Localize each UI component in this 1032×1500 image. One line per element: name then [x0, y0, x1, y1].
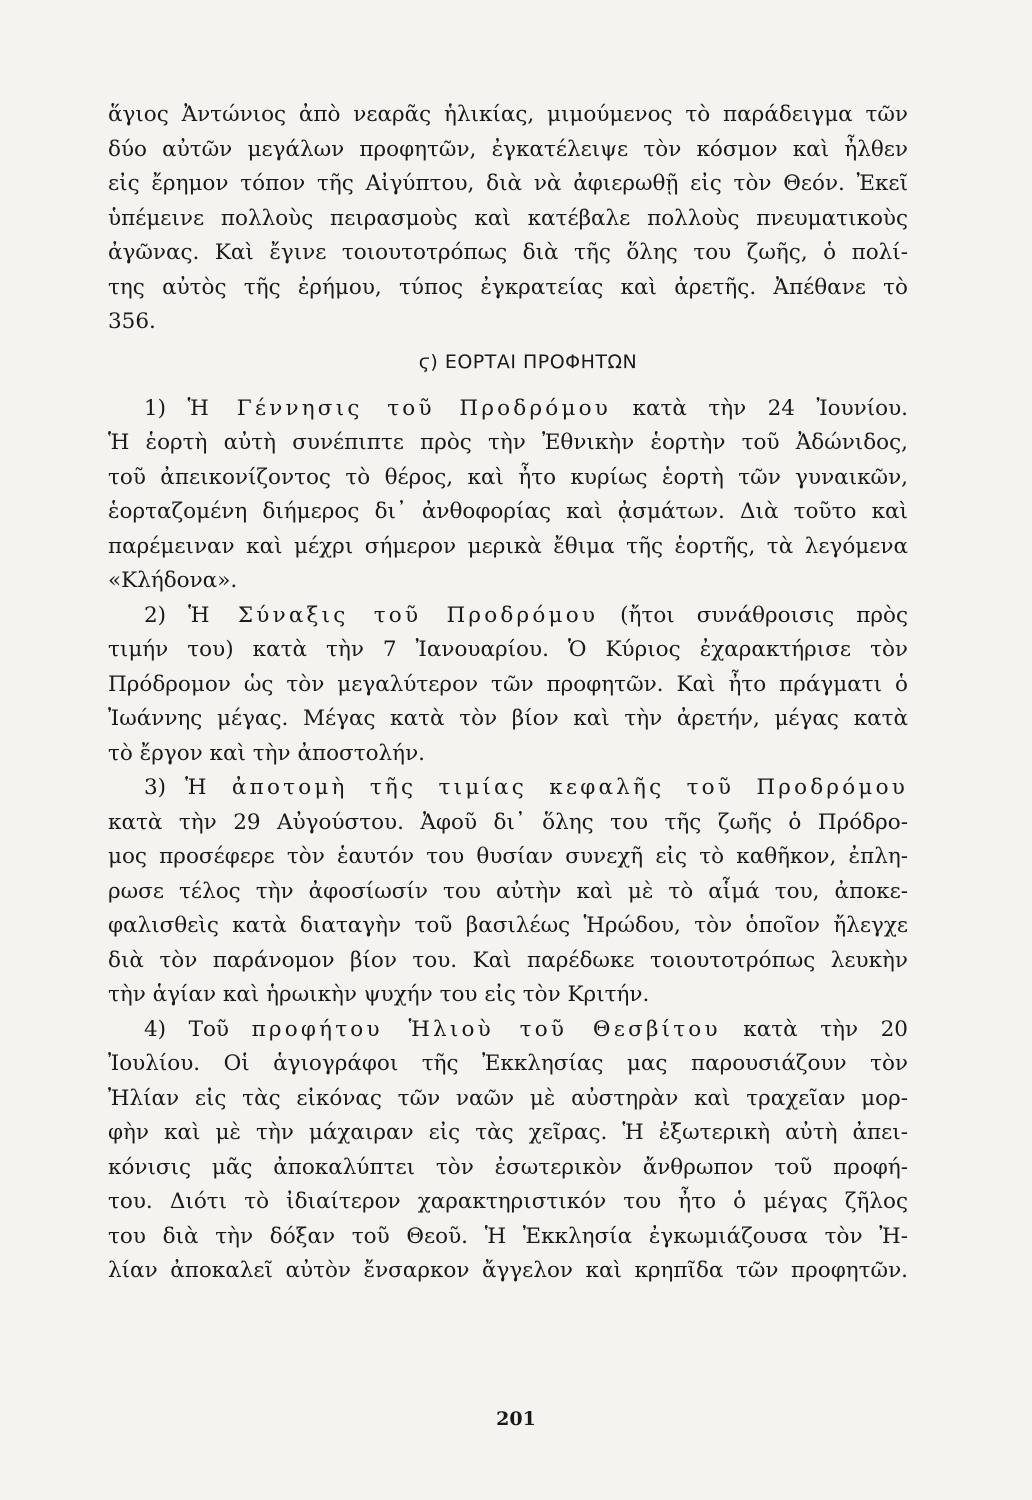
text-line: Ἠλίαν εἰς τὰς εἰκόνας τῶν ναῶν μὲ αὐστηρὰν καὶ τραχεῖαν μορ-: [108, 1085, 908, 1111]
text-line: «Κλήδονα».: [108, 568, 238, 593]
text-line: ἅγιος Ἀντώνιος ἀπὸ νεαρᾶς ἡλικίας, μιμούμενος τὸ παράδειγμα τῶν: [108, 102, 908, 127]
text-line: Ἰωάννης μέγας. Μέγας κατὰ τὸν βίον καὶ τὴν ἀρετήν, μέγας κατὰ: [108, 706, 908, 731]
text-line: παρέμειναν καὶ μέχρι σήμερον μερικὰ ἔθιμα τῆς ἑορτῆς, τὰ λεγόμενα: [108, 533, 908, 559]
item-date: κατὰ τὴν 20: [743, 1016, 908, 1042]
item-1: [108, 392, 908, 599]
text-line: διὰ τὸν παράνομον βίον του. Καὶ παρέδωκε τοιουτοτρόπως λευκὴν: [108, 947, 908, 973]
item-heading-line: [108, 1013, 908, 1048]
text-line: μος προσέφερε τὸν ἑαυτόν του θυσίαν συνεχῆ εἰς τὸ καθῆκον, ἐπλη-: [108, 844, 908, 869]
item-date: (ἤτοι συνάθροισις πρὸς: [620, 602, 908, 628]
text-line: τὴν ἁγίαν καὶ ἡρωικὴν ψυχήν του εἰς τὸν Κριτήν.: [108, 982, 650, 1007]
text-line: της αὐτὸς τῆς ἐρήμου, τύπος ἐγκρατείας καὶ ἀρετῆς. Ἀπέθανε τὸ: [108, 274, 908, 300]
page-number: 201: [496, 1408, 536, 1430]
intro-paragraph: [108, 98, 908, 340]
item-number: 3): [144, 775, 167, 800]
text-line: δύο αὐτῶν μεγάλων προφητῶν, ἐγκατέλειψε τὸν κόσμον καὶ ἦλθεν: [108, 136, 908, 162]
text-line: κατὰ τὴν 29 Αὐγούστου. Ἀφοῦ δι᾿ ὅλης του τῆς ζωῆς ὁ Πρόδρο-: [108, 809, 908, 835]
text-line: λίαν ἀποκαλεῖ αὐτὸν ἔνσαρκον ἄγγελον καὶ κρηπῖδα τῶν προφητῶν.: [108, 1258, 908, 1283]
item-heading-line: [108, 599, 908, 634]
item-4: [108, 1013, 908, 1289]
item-heading-line: [108, 392, 908, 427]
item-date: κατὰ τὴν 24 Ἰουνίου.: [632, 395, 909, 421]
text-line: κόνισις μᾶς ἀποκαλύπτει τὸν ἐσωτερικὸν ἄνθρωπον τοῦ προφή-: [108, 1154, 908, 1180]
page-text: [108, 98, 908, 1289]
text-line: του διὰ τὴν δόξαν τοῦ Θεοῦ. Ἡ Ἐκκλησία ἐγκωμιάζουσα τὸν Ἠ-: [108, 1223, 908, 1249]
text-line: τοῦ ἀπεικονίζοντος τὸ θέρος, καὶ ἦτο κυρίως ἑορτὴ τῶν γυναικῶν,: [108, 464, 908, 490]
item-title: Ἡ Γέννησις τοῦ Προδρόμου: [187, 395, 612, 421]
text-line: του. Διότι τὸ ἰδιαίτερον χαρακτηριστικόν του ἦτο ὁ μέγας ζῆλος: [108, 1189, 908, 1214]
item-2: [108, 599, 908, 772]
text-line: τιμήν του) κατὰ τὴν 7 Ἰανουαρίου. Ὁ Κύριος ἐχαρακτήρισε τὸν: [108, 637, 908, 662]
text-line: φὴν καὶ μὲ τὴν μάχαιραν εἰς τὰς χεῖρας. Ἡ ἐξωτερικὴ αὐτὴ ἀπει-: [108, 1120, 908, 1145]
text-line: εἰς ἔρημον τόπον τῆς Αἰγύπτου, διὰ νὰ ἀφιερωθῇ εἰς τὸν Θεόν. Ἐκεῖ: [108, 171, 908, 196]
text-line: Ἰουλίου. Οἱ ἁγιογράφοι τῆς Ἐκκλησίας μας παρουσιάζουν τὸν: [108, 1051, 908, 1076]
text-line: ἑορταζομένη διήμερος δι᾿ ἀνθοφορίας καὶ ᾀσμάτων. Διὰ τοῦτο καὶ: [108, 499, 908, 524]
text-line: ὑπέμεινε πολλοὺς πειρασμοὺς καὶ κατέβαλε πολλοὺς πνευματικοὺς: [108, 205, 908, 231]
text-line: φαλισθεὶς κατὰ διαταγὴν τοῦ βασιλέως Ἡρώδου, τὸν ὁποῖον ἤλεγχε: [108, 913, 908, 938]
item-number: 2): [144, 602, 167, 628]
text-line: 356.: [108, 309, 156, 334]
text-line: ρωσε τέλος τὴν ἀφοσίωσίν του αὐτὴν καὶ μὲ τὸ αἷμά του, ἀποκε-: [108, 878, 908, 904]
item-number: 1): [144, 395, 167, 421]
item-title-prefix: Τοῦ: [188, 1016, 229, 1042]
section-heading: ϛ) ΕΟΡΤΑΙ ΠΡΟΦΗΤΩΝ: [418, 350, 638, 373]
item-3: [108, 771, 908, 1013]
item-number: 4): [144, 1016, 167, 1042]
item-heading-line: [108, 771, 908, 806]
text-line: Πρόδρομον ὡς τὸν μεγαλύτερον τῶν προφητῶν. Καὶ ἦτο πράγματι ὁ: [108, 671, 908, 697]
item-title: Ἡ ἀποτομὴ τῆς τιμίας κεφαλῆς τοῦ Προδρόμου: [185, 775, 908, 800]
item-title: Ἡ Σύναξις τοῦ Προδρόμου: [188, 602, 599, 628]
text-line: τὸ ἔργον καὶ τὴν ἀποστολήν.: [108, 740, 425, 766]
text-line: Ἡ ἑορτὴ αὐτὴ συνέπιπτε πρὸς τὴν Ἐθνικὴν ἑορτὴν τοῦ Ἀδώνιδος,: [108, 430, 908, 455]
text-line: ἀγῶνας. Καὶ ἔγινε τοιουτοτρόπως διὰ τῆς ὅλης του ζωῆς, ὁ πολί-: [108, 240, 908, 265]
item-title: προφήτου Ἡλιοὺ τοῦ Θεσβίτου: [251, 1016, 721, 1042]
